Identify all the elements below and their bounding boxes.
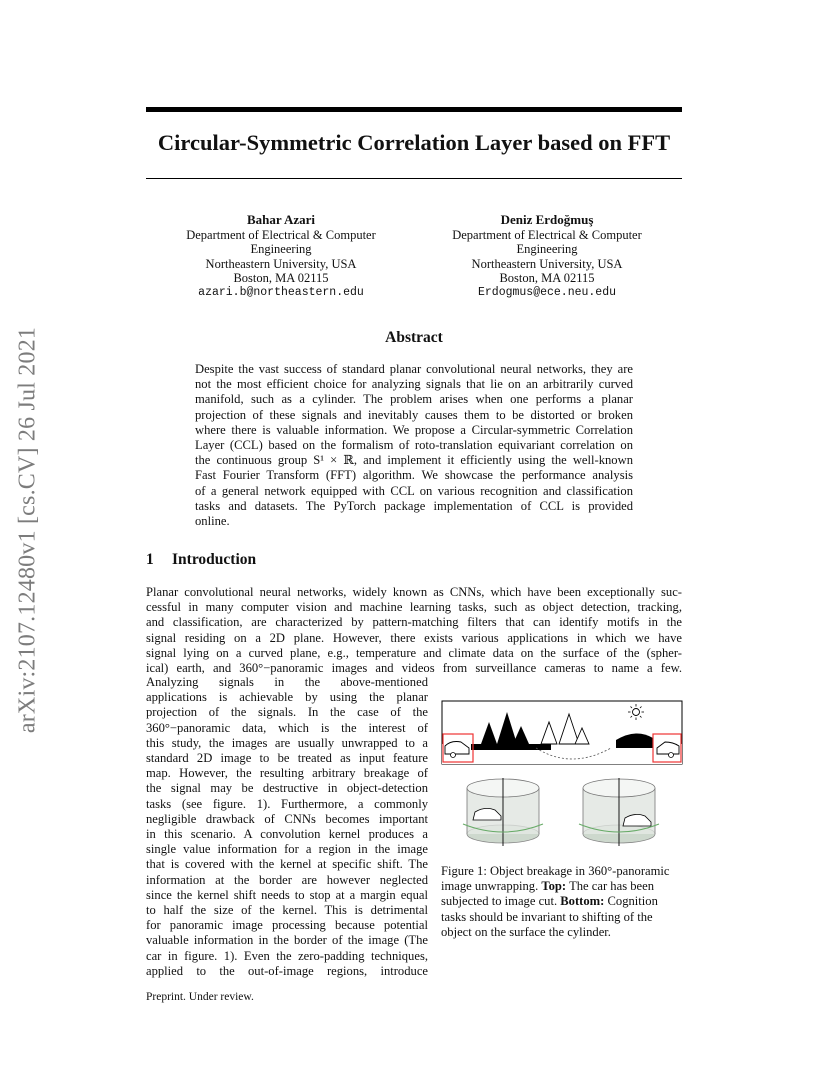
abstract-line: online. — [195, 514, 230, 529]
author-name: Deniz Erdoğmuş — [500, 212, 594, 227]
title-rule-bottom — [146, 178, 682, 179]
intro-line: to half the size of the kernel. This is detrimental — [146, 903, 428, 918]
intro-line: single value information for a region in the image — [146, 842, 428, 857]
figure-1-image — [441, 700, 683, 850]
abstract-line: the continuous group S¹ × ℝ, and implement it efficiently using the well-known — [195, 453, 633, 468]
figure-label: Figure 1: — [441, 864, 487, 878]
footer-note: Preprint. Under review. — [146, 991, 254, 1003]
intro-line: the signal may be destructive in object-detection — [146, 781, 428, 796]
intro-line: standard 2D image to be treated as input feature — [146, 751, 428, 766]
figure-bottom-text: Cognition tasks should be invariant to shifting of the object on the surface the cylinder. — [441, 894, 658, 939]
abstract-line: Layer (CCL) based on the formalism of roto-translation equivariant correlation on — [195, 438, 633, 453]
intro-line: projection of the signals. In the case of the — [146, 705, 428, 720]
figure-top-text: The car has been subjected to image cut. — [441, 879, 655, 909]
intro-line: since the kernel shift needs to stop at a margin equal — [146, 887, 428, 902]
intro-line: Analyzing signals in the above-mentioned — [146, 675, 428, 689]
author-email[interactable]: Erdogmus@ece.neu.edu — [477, 285, 617, 299]
intro-line: that is covered with the kernel at specific shift. The — [146, 857, 428, 872]
intro-line: map. However, the resulting arbitrary breakage of — [146, 766, 428, 781]
intro-line: valuable information in the border of the image (The — [146, 933, 428, 948]
author-city: Boston, MA 02115 — [233, 271, 329, 285]
abstract-line: tasks and datasets. The PyTorch package implementation of CCL is provided — [195, 498, 633, 513]
abstract-line: not the most efficient choice for analyzing signals that lie on an arbitrarily curved — [195, 377, 633, 392]
intro-line: applications is achievable by using the planar — [146, 690, 428, 705]
author-name: Bahar Azari — [246, 212, 315, 227]
intro-line: tasks (see figure. 1). Furthermore, a commonly — [146, 796, 428, 811]
figure-bottom-label: Bottom: — [560, 894, 605, 909]
intro-line: 360°−panoramic data, which is the interest of — [146, 720, 428, 735]
abstract-line: Despite the vast success of standard planar convolutional neural networks, they are — [195, 362, 633, 376]
intro-wrapped-column — [146, 675, 428, 979]
section-heading — [146, 551, 256, 569]
figure-top-label: Top: — [541, 879, 567, 894]
intro-line: applied to the out-of-image regions, introduce — [146, 963, 428, 978]
abstract-body — [195, 362, 633, 529]
abstract-line: where there is valuable information. We propose a Circular-symmetric Correlation — [195, 422, 633, 437]
intro-line: cessful in many computer vision and machine learning tasks, such as object detection, tracking, — [146, 600, 682, 615]
figure-1-svg — [441, 700, 683, 850]
abstract-line: projection of these signals and inevitably causes them to be distorted or broken — [195, 407, 633, 422]
intro-line: in this scenario. A convolution kernel produces a — [146, 827, 428, 842]
intro-paragraph — [146, 585, 682, 676]
abstract-line: Fast Fourier Transform (FFT) algorithm. We showcase the performance analysis — [195, 468, 633, 483]
intro-line: information at the border are however neglected — [146, 872, 428, 887]
intro-line: car in figure. 1). Even the zero-padding techniques, — [146, 948, 428, 963]
ground-left — [471, 744, 551, 750]
author-block-1 — [157, 213, 405, 300]
section-number: 1 — [146, 551, 154, 568]
figure-1-caption — [441, 864, 683, 940]
figure-text: Object breakage in 360°-panoramic image unwrapping. — [441, 864, 670, 894]
author-univ: Northeastern University, USA — [205, 256, 357, 271]
intro-line: signal lying on a curved plane, e.g., temperature and climate data on the surface of the (spher- — [146, 645, 682, 660]
cylinder-right — [579, 778, 659, 846]
intro-line: this study, the images are usually unwrapped to a — [146, 735, 428, 750]
author-email[interactable]: azari.b@northeastern.edu — [198, 285, 364, 299]
intro-line: ical) earth, and 360°−panoramic images and videos from surveillance cameras to name a few. — [146, 661, 682, 676]
arxiv-stamp — [8, 300, 48, 760]
paper-title: Circular-Symmetric Correlation Layer based on FFT — [157, 130, 671, 155]
author-block-2 — [422, 213, 672, 300]
intro-line: signal residing on a 2D plane. However, there exists various applications in which we have — [146, 630, 682, 645]
author-univ: Northeastern University, USA — [471, 256, 623, 271]
author-dept: Department of Electrical & Computer Engineering — [452, 227, 642, 256]
cylinder-left — [463, 778, 543, 846]
intro-line: negligible drawback of CNNs becomes important — [146, 811, 428, 826]
intro-line: and classification, are characterized by pattern-matching filters that can identify motifs in the — [146, 615, 682, 630]
abstract-line: of a general network equipped with CCL on various recognition and classification — [195, 483, 633, 498]
abstract-heading: Abstract — [385, 329, 443, 346]
abstract-line: manifold, such as a cylinder. The problem arises when one performs a planar — [195, 392, 633, 407]
section-title: Introduction — [172, 551, 257, 568]
intro-line: for panoramic image processing because potential — [146, 918, 428, 933]
author-city: Boston, MA 02115 — [499, 271, 595, 285]
intro-line: Planar convolutional neural networks, widely known as CNNs, which have been exceptionally suc- — [146, 585, 682, 599]
author-dept: Department of Electrical & Computer Engineering — [186, 227, 376, 256]
title-rule-top — [146, 107, 682, 112]
arxiv-stamp-text: arXiv:2107.12480v1 [cs.CV] 26 Jul 2021 — [14, 326, 41, 734]
